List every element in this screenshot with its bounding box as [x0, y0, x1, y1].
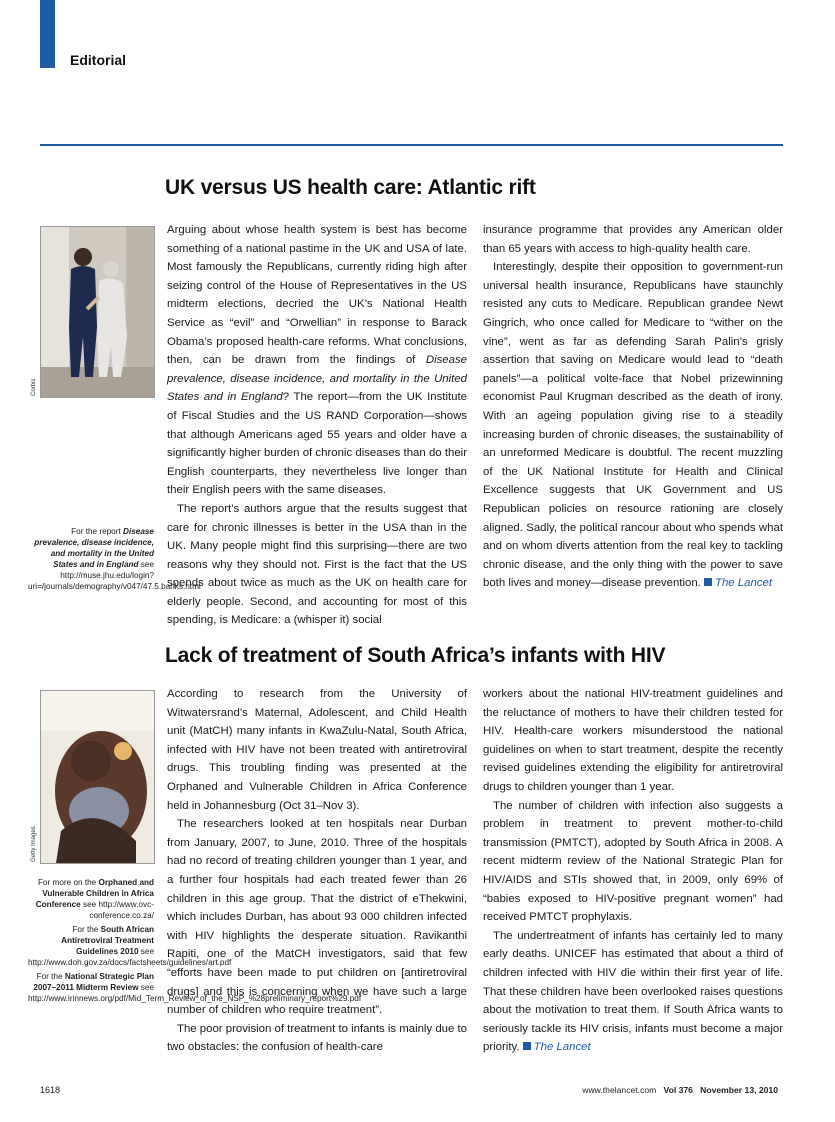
section-label: Editorial [70, 52, 127, 68]
article1-photo-credit: Corbis [31, 378, 37, 396]
end-square-icon [523, 1042, 531, 1050]
section-color-bar [40, 0, 55, 68]
article2-margin-notes [28, 877, 362, 1007]
article2-column-1: According to research from the University of Witwatersrand’s Maternal, Adolescent, and Child Health unit (MatCH) many infants in KwaZulu-Natal, South Africa, infected with HIV have not been treated with antiretroviral drugs. This troubling finding was presented at the Orphaned and Vulnerable Children in Africa Conference held in Johannesburg (Oct 31–Nov 3). The researchers looked at ten hospitals near Durban from January, 2007, to June, 2010. Three of the hospitals had no record of treating children younger than 1 year, and a further four hospitals had each treated fewer than 26 children in this age group. That the district of eThekwini, which includes Durban, has about 93 000 children infected with HIV highlights the desperate situation. Ravikanthi Rapiti, one of the MatCH investigators, said that few “efforts have been made to put children on [antiretroviral drugs] and this is concerning when we have such a large number of children who require treatment”. The poor provision of treatment to infants is mainly due to two obstacles: the confusion of health-care [167, 688, 467, 1054]
margin-note-strategic-plan: For the National Strategic Plan 2007–2011 Midterm Review see http://www.irinnews.org/pdf/Mid_Term_Review_of_the_NSP_%28preliminary_report%29.pdf [28, 972, 362, 1003]
header-rule [40, 144, 783, 146]
article1-signature: The Lancet [715, 577, 772, 590]
article1-margin-note: For the report Disease prevalence, disease incidence, and mortality in the United States and in England see http://muse.jhu.edu/login?uri=/journals/demography/v047/47.5.banks.html [28, 527, 201, 591]
infant-being-held-photo [41, 691, 154, 863]
elderly-patient-with-nurse-photo [41, 227, 154, 397]
article1-photo [40, 226, 155, 398]
article2-photo [40, 690, 155, 864]
margin-note-ovc-conference: For more on the Orphaned and Vulnerable Children in Africa Conference see http://www.ovc-conference.co.za/ [35, 878, 154, 920]
article1-column-2: insurance programme that provides any American older than 65 years with access to high-quality health care. Interestingly, despite their opposition to government-run universal health insurance, Republicans have staunchly resisted any cuts to Medicare. Republican grandee Newt Gingrich, who once called for Medicare to “wither on the vine”, went as far as defending Sarah Palin’s grisly assertion that saving on Medicare would lead to “death panels”—a political volte-face that Nobel prizewinning economist Paul Krugman described as the death of irony. With an ageing population giving rise to a steadily increasing burden of chronic diseases, the sustainability of an unreformed Medicare is doubtful. The recent muzzling of the UK National Institute for Health and Clinical Excellence suggests that UK Government and US Republican policies on resource rationing are closely aligned. Sadly, the political rancour about who spends what and on whom diverts attention from the real key to tackling chronic disease, and the only thing with the power to save both lives and money—disease prevention. The Lancet [483, 224, 783, 590]
article1-column-1: Arguing about whose health system is best has become something of a national pastime in the UK and USA of late. Most famously the Republicans, currently riding high after seizing control of the House of Representatives in the US midterm elections, decried the UK’s National Health Service as “evil” and “Orwellian” in response to Barack Obama’s proposed health-care reforms. What conclusions, then, can be drawn from the findings of Disease prevalence, disease incidence, and mortality in the United States and in England? The report—from the UK Institute of Fiscal Studies and the US RAND Corporation—shows that although Americans aged 55 years and older have a significantly higher burden of chronic diseases than do their English counterparts, they nevertheless live longer than their English peers with the same diseases. The report’s authors argue that the results suggest that care for chronic illnesses is better in the USA than in the UK. Many people might find this surprising—there are two reasons why they should not. First is the fact that the US spends about twice as much as the UK on health care for elderly people. Second, and accounting for most of this spending, is Medicare: a (whisper it) social [167, 224, 467, 627]
end-square-icon [704, 578, 712, 586]
article2-column-2: workers about the national HIV-treatment guidelines and the reluctance of mothers to have their children tested for HIV. Health-care workers misunderstood the national guidelines on when to start treatment, despite the recently revised guidelines extending the eligibility for antiretroviral drugs to children younger than 1 year. The number of children with infection also suggests a problem in treatment to prevent mother-to-child transmission (PMTCT), adopted by South Africa in 2008. A recent midterm review of the National Strategic Plan for HIV/AIDS and STIs showed that, in 2009, only 69% of “babies exposed to HIV-positive pregnant women” had received PMTCT prophylaxis. The undertreatment of infants has certainly led to many early deaths. UNICEF has estimated that about a third of children infected with HIV die within their first year of life. That these children have been overlooked raises questions about the motivation to treat them. If South Africa wants to seriously tackle its HIV crisis, infants must become a major priority. The Lancet [483, 688, 783, 1054]
article2-title: Lack of treatment of South Africa’s infants with HIV [165, 644, 666, 667]
margin-note-art-guidelines: For the South African Antiretroviral Treatment Guidelines 2010 see http://www.doh.gov.za/docs/factsheets/guidelines/art.pdf [28, 925, 232, 967]
journal-footer: www.thelancet.com Vol 376 November 13, 2010 [582, 1085, 778, 1095]
article2-signature: The Lancet [533, 1041, 591, 1054]
article2-photo-credit: Getty Images [31, 826, 37, 862]
article1-title: UK versus US health care: Atlantic rift [165, 176, 536, 199]
page-number: 1618 [40, 1085, 61, 1095]
